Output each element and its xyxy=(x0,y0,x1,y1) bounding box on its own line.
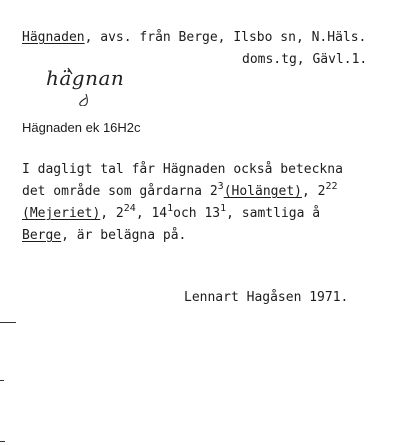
body-text: , 2 xyxy=(301,184,326,199)
handwritten-diacritic-icon xyxy=(46,66,126,106)
header-line xyxy=(22,30,366,45)
margin-tick xyxy=(0,441,5,442)
signature: Lennart Hagåsen 1971. xyxy=(184,290,349,305)
margin-tick xyxy=(0,322,16,323)
place-holanget: (Holänget) xyxy=(223,184,302,199)
place-berge: Berge xyxy=(22,228,62,243)
place-mejeriet: (Mejeriet) xyxy=(22,206,101,221)
handwritten-pronunciation xyxy=(46,66,124,90)
body-line-2 xyxy=(22,180,338,199)
margin-tick xyxy=(0,380,4,381)
superscript: 1 xyxy=(220,202,227,214)
body-text: , 14 xyxy=(135,206,168,221)
body-text: , samtliga å xyxy=(226,206,321,221)
header-description: , avs. från Berge, Ilsbo sn, N.Häls. xyxy=(84,30,367,45)
body-line-3 xyxy=(22,202,321,221)
body-text: och 13 xyxy=(173,206,221,221)
superscript: 3 xyxy=(217,180,224,192)
headword: Hägnaden xyxy=(22,30,85,45)
body-text: det område som gårdarna 2 xyxy=(22,184,218,199)
handwritten-text: hägnan xyxy=(46,66,125,90)
body-line-1: I dagligt tal får Hägnaden också beteckna xyxy=(22,162,343,177)
body-text: , är belägna på. xyxy=(61,228,187,243)
body-text: , 2 xyxy=(100,206,124,221)
superscript: 22 xyxy=(325,180,338,192)
body-line-4 xyxy=(22,228,186,243)
superscript: 1 xyxy=(167,202,174,214)
form-line: Hägnaden ek 16H2c xyxy=(22,120,141,135)
superscript: 24 xyxy=(123,202,136,214)
header-line-2: doms.tg, Gävl.1. xyxy=(242,52,368,67)
